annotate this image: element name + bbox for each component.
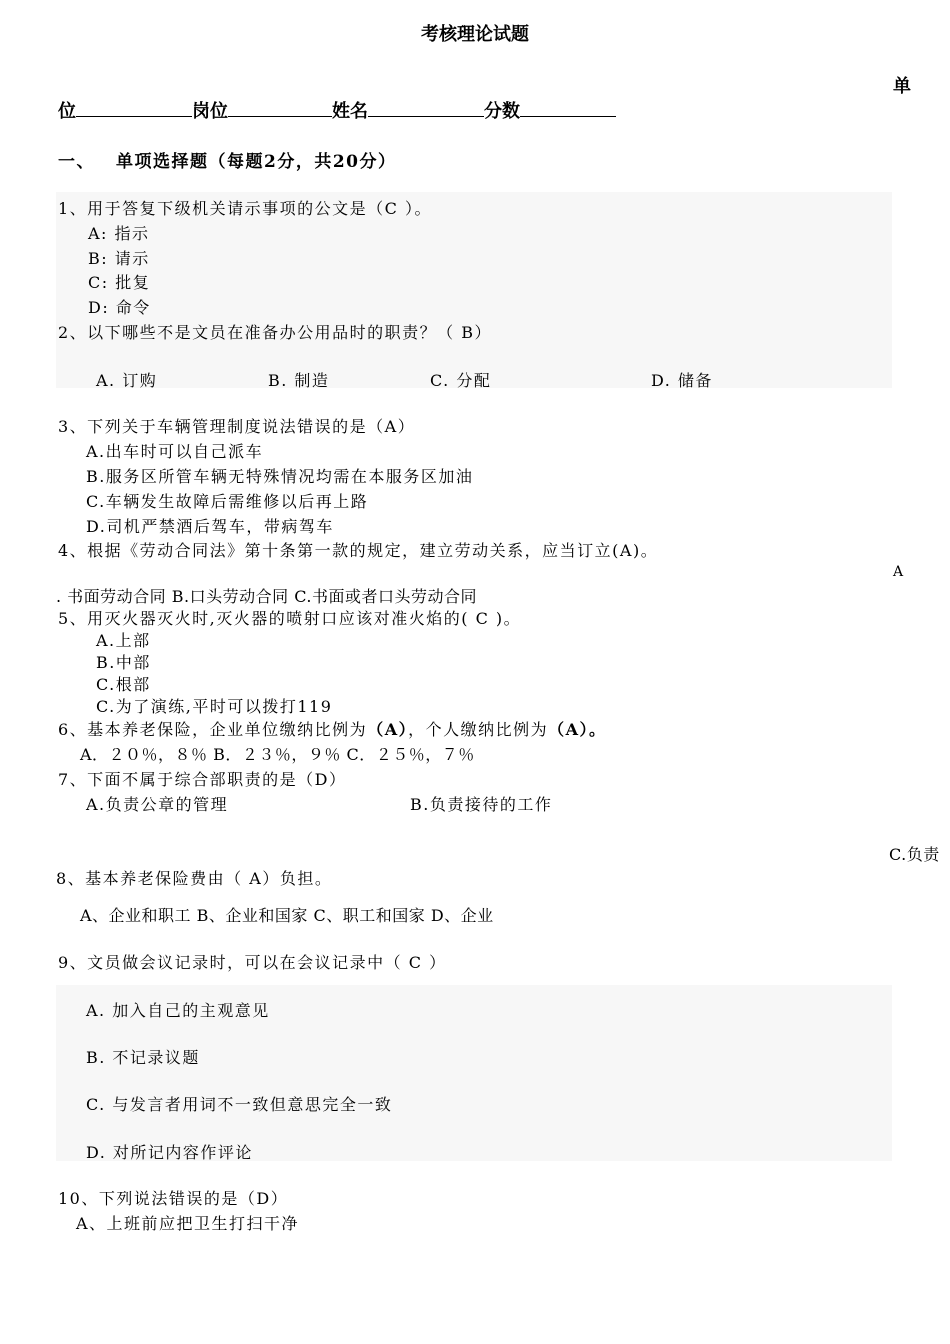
q6-stem-part1: 6、基本养老保险，企业单位缴纳比例为 [58,720,368,739]
q9-option-d: D. 对所记内容作评论 [86,1143,253,1162]
q7-option-a: A.负责公章的管理 [86,795,229,814]
q8-stem: 8、基本养老保险费由（ A）负担。 [56,869,333,888]
q7-stem: 7、下面不属于综合部职责的是（D） [58,770,347,789]
q8-options: A、企业和职工 B、企业和国家 C、职工和国家 D、企业 [80,906,494,925]
q1-option-d: D: 命令 [88,298,151,317]
q5-option-d: C.为了演练,平时可以拨打119 [96,697,333,716]
q7-option-b: B.负责接待的工作 [410,795,553,814]
q1-stem: 1、用于答复下级机关请示事项的公文是（C ）。 [58,199,433,218]
q6-stem-part2: ，个人缴纳比例为 [408,720,549,739]
q3-option-a: A.出车时可以自己派车 [86,442,264,461]
q3-option-d: D.司机严禁酒后驾车，带病驾车 [86,517,334,536]
q3-option-b: B.服务区所管车辆无特殊情况均需在本服务区加油 [86,467,474,486]
q10-stem: 10、下列说法错误的是（D） [58,1189,289,1208]
q4-options: . 书面劳动合同 B.口头劳动合同 C.书面或者口头劳动合同 [56,587,477,606]
q9-stem: 9、文员做会议记录时，可以在会议记录中（ C ） [58,953,447,972]
q5-option-b: B.中部 [96,653,151,672]
q5-stem: 5、用灭火器灭火时,灭火器的喷射口应该对准火焰的( C )。 [58,609,522,628]
name-label: 姓名 [332,101,368,122]
q4-stem: 4、根据《劳动合同法》第十条第一款的规定，建立劳动关系，应当订立(A)。 [58,541,659,560]
unit-label: 位 [58,101,76,122]
q6-answer-2: （A）。 [548,720,607,739]
header-unit-char: 单 [893,76,911,97]
q3-stem: 3、下列关于车辆管理制度说法错误的是（A） [58,417,416,436]
q7-option-c: C.负责 [889,845,940,864]
q2-option-c: C. 分配 [430,371,492,390]
q9-option-c: C. 与发言者用词不一致但意思完全一致 [86,1095,393,1114]
q2-option-b: B. 制造 [268,371,330,390]
unit-blank [76,98,192,117]
q2-stem: 2、以下哪些不是文员在准备办公用品时的职责？（ B） [58,323,493,342]
score-blank [520,98,616,117]
q6-stem [58,717,607,740]
q9-option-b: B. 不记录议题 [86,1048,200,1067]
q10-option-a: A、上班前应把卫生打扫干净 [76,1214,300,1233]
q5-option-a: A.上部 [96,631,151,650]
post-blank [228,98,332,117]
section-heading: 单项选择题（每题2分，共20分） [116,152,397,172]
q5-option-c: C.根部 [96,675,151,694]
score-label: 分数 [484,101,520,122]
q9-option-a: A. 加入自己的主观意见 [86,1001,270,1020]
q6-answer-1: （A） [367,720,409,739]
q2-option-d: D. 储备 [651,371,713,390]
header-info-line [58,97,616,123]
name-blank [368,98,484,117]
q4-option-a-letter: A [893,564,905,580]
q1-option-a: A: 指示 [88,224,150,243]
section-number: 一、 [58,152,95,172]
page-title: 考核理论试题 [421,24,529,45]
q1-option-b: B: 请示 [88,249,150,268]
post-label: 岗位 [192,101,228,122]
q2-option-a: A. 订购 [96,371,158,390]
q3-option-c: C.车辆发生故障后需维修以后再上路 [86,492,369,511]
shaded-block-q1-q2 [56,192,892,388]
q1-option-c: C: 批复 [88,273,151,292]
q6-options: A．２０％，８％ B．２３％，９％ C．２５％，７％ [80,745,475,764]
